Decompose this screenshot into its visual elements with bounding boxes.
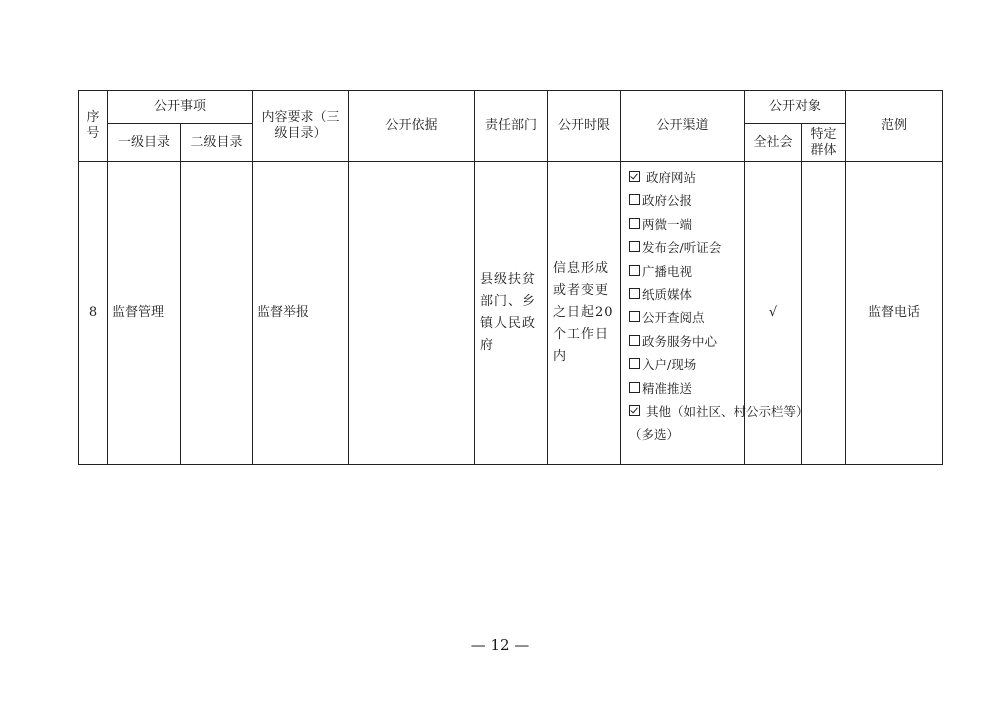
- header-seq: [79, 91, 108, 162]
- header-channels: 公开渠道: [621, 91, 745, 162]
- channel-label: 入户/现场: [642, 357, 697, 373]
- channel-item: [629, 260, 742, 283]
- cell-level1-text: 监督管理: [112, 305, 165, 320]
- channel-label: 公开查阅点: [642, 310, 705, 326]
- channel-item: [629, 353, 742, 376]
- channel-item: [629, 330, 742, 353]
- header-content-requirement-label: 内容要求（三级目录）: [261, 110, 340, 141]
- cell-channels: [621, 162, 809, 465]
- cell-time-limit-text: 信息形成或者变更之日起20个工作日内: [553, 261, 614, 364]
- cell-target-all: √: [745, 162, 802, 465]
- channel-label: 其他（如社区、村公示栏等）: [646, 404, 809, 420]
- header-content-requirement: [253, 91, 349, 162]
- header-public-item: 公开事项: [108, 91, 253, 124]
- channel-item: [629, 400, 809, 423]
- cell-time-limit: [548, 162, 621, 465]
- channel-item: [629, 236, 742, 259]
- channel-item: [629, 423, 742, 446]
- cell-basis: [349, 162, 475, 465]
- channel-label: 广播电视: [642, 263, 693, 279]
- header-department: 责任部门: [475, 91, 548, 162]
- cell-content-requirement-text: 监督举报: [257, 305, 310, 320]
- cell-department-text: 县级扶贫部门、乡镇人民政府: [480, 272, 537, 353]
- unchecked-box-icon: [629, 311, 640, 322]
- cell-content-requirement: [253, 162, 349, 465]
- channel-item: [629, 306, 742, 329]
- header-level1: 一级目录: [108, 124, 181, 162]
- channel-list: [621, 162, 809, 449]
- channel-item: [629, 283, 742, 306]
- channel-label: 政务服务中心: [642, 333, 718, 349]
- header-seq-label: 序号: [86, 110, 100, 141]
- unchecked-box-icon: [629, 288, 640, 299]
- cell-department: [475, 162, 548, 465]
- channel-label: 纸质媒体: [642, 287, 693, 303]
- channel-item: [629, 166, 742, 189]
- channel-item: [629, 213, 742, 236]
- unchecked-box-icon: [629, 358, 640, 369]
- header-basis: 公开依据: [349, 91, 475, 162]
- page-number: — 12 —: [470, 636, 530, 654]
- header-example: 范例: [846, 91, 943, 162]
- checked-box-icon: [629, 405, 640, 416]
- unchecked-box-icon: [629, 241, 640, 252]
- header-target-all: 全社会: [745, 124, 802, 162]
- channel-label: （多选）: [629, 427, 680, 443]
- header-time-limit: 公开时限: [548, 91, 621, 162]
- header-level2: 二级目录: [181, 124, 253, 162]
- channel-label: 发布会/听证会: [642, 240, 722, 256]
- unchecked-box-icon: [629, 265, 640, 276]
- cell-level2: [181, 162, 253, 465]
- table-row: [79, 162, 943, 465]
- cell-example: 监督电话: [846, 162, 943, 465]
- checked-box-icon: [629, 171, 640, 182]
- channel-label: 两微一端: [642, 216, 693, 232]
- channel-label: 政府网站: [646, 170, 697, 185]
- header-target: 公开对象: [745, 91, 846, 124]
- unchecked-box-icon: [629, 218, 640, 229]
- channel-label: 政府公报: [642, 193, 693, 209]
- cell-seq: 8: [79, 162, 108, 465]
- unchecked-box-icon: [629, 335, 640, 346]
- channel-item: [629, 189, 742, 212]
- header-target-specific: [802, 124, 846, 162]
- header-target-specific-label: 特定群体: [810, 126, 837, 158]
- disclosure-table: [78, 90, 943, 465]
- channel-label: 精准推送: [642, 380, 693, 396]
- unchecked-box-icon: [629, 194, 640, 205]
- cell-level1: [108, 162, 181, 465]
- channel-item: [629, 377, 742, 400]
- unchecked-box-icon: [629, 382, 640, 393]
